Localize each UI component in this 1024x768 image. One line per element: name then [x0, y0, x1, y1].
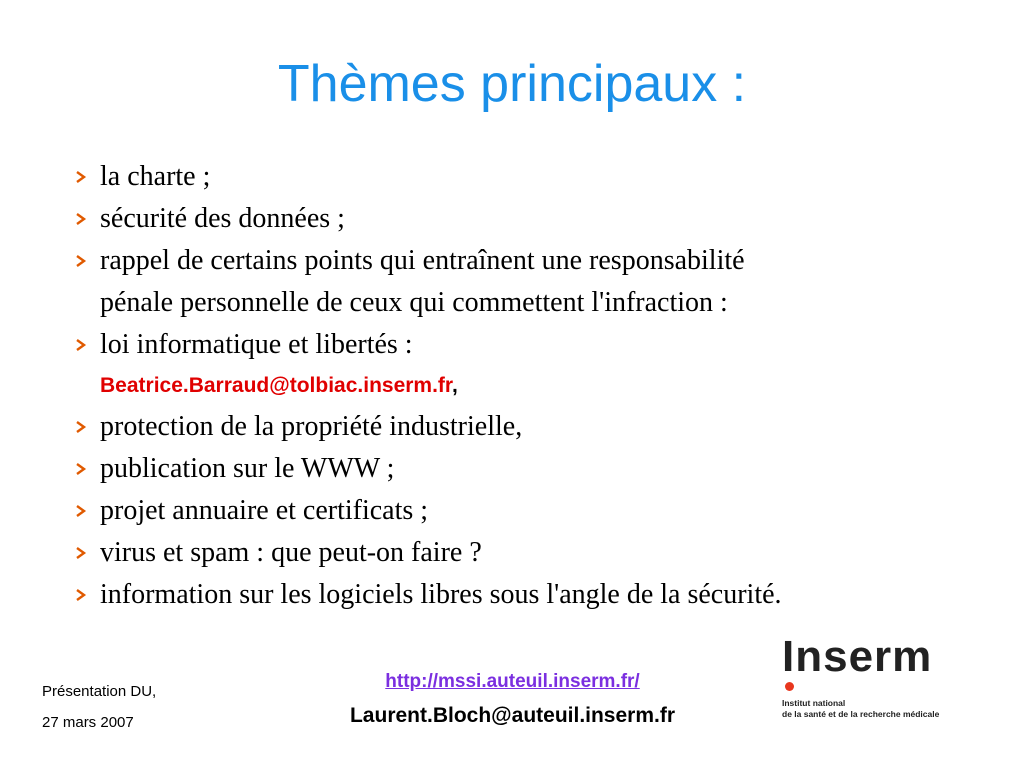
- contact-email-line: [74, 366, 974, 406]
- bullet-text: pénale personnelle de ceux qui commettent l'infraction :: [100, 287, 728, 318]
- slide-title: Thèmes principaux :: [277, 55, 747, 113]
- chevron-right-icon: [74, 168, 88, 186]
- bullet-text: loi informatique et libertés :: [100, 329, 413, 360]
- bullet-item: [74, 490, 974, 532]
- bullet-item: [74, 240, 974, 282]
- bullet-text: publication sur le WWW ;: [100, 453, 395, 484]
- bullet-item: [74, 156, 974, 198]
- inserm-logo: [780, 632, 970, 728]
- bullet-list: [74, 156, 974, 616]
- logo-dot: [785, 682, 794, 691]
- chevron-right-icon: [74, 502, 88, 520]
- bullet-item: [74, 198, 974, 240]
- contact-email-link[interactable]: Beatrice.Barraud@tolbiac.inserm.fr: [100, 374, 452, 397]
- footer-email: Laurent.Bloch@auteuil.inserm.fr: [349, 704, 676, 727]
- chevron-right-icon: [74, 336, 88, 354]
- footer-presentation-label: Présentation DU,: [42, 683, 157, 700]
- bullet-continuation: [74, 282, 974, 324]
- footer-presentation-info: [42, 676, 156, 738]
- bullet-item: [74, 574, 974, 616]
- bullet-item: [74, 324, 974, 366]
- email-suffix: ,: [451, 374, 458, 397]
- bullet-item: [74, 406, 974, 448]
- bullet-text: virus et spam : que peut-on faire ?: [100, 537, 482, 568]
- bullet-text: la charte ;: [100, 161, 211, 192]
- chevron-right-icon: [74, 460, 88, 478]
- bullet-item: [74, 448, 974, 490]
- logo-wordmark: Inserm: [782, 632, 933, 681]
- bullet-text: information sur les logiciels libres sous l'angle de la sécurité.: [100, 579, 782, 610]
- chevron-right-icon: [74, 252, 88, 270]
- bullet-text: projet annuaire et certificats ;: [100, 495, 429, 526]
- chevron-right-icon: [74, 586, 88, 604]
- bullet-text: sécurité des données ;: [100, 203, 345, 234]
- footer-website-link[interactable]: http://mssi.auteuil.inserm.fr/: [385, 671, 640, 692]
- footer-contact: [300, 667, 725, 735]
- bullet-item: [74, 532, 974, 574]
- bullet-text: rappel de certains points qui entraînent une responsabilité: [100, 245, 745, 276]
- chevron-right-icon: [74, 210, 88, 228]
- logo-subtitle-line2: de la santé et de la recherche médicale: [782, 709, 940, 719]
- footer-date: 27 mars 2007: [42, 714, 134, 731]
- chevron-right-icon: [74, 544, 88, 562]
- chevron-right-icon: [74, 418, 88, 436]
- bullet-text: protection de la propriété industrielle,: [100, 411, 523, 442]
- logo-subtitle-line1: Institut national: [782, 698, 846, 708]
- logo-subtitle: [782, 698, 972, 720]
